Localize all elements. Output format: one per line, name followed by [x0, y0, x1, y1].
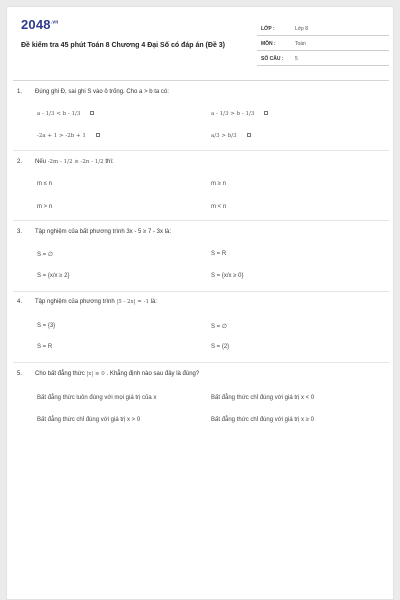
logo-suffix: .vn — [50, 19, 59, 26]
stem-suffix: thì: — [105, 159, 114, 165]
stem-suffix: là: — [150, 299, 157, 305]
meta-key: MÔN : — [261, 41, 276, 47]
question-stem: Tập nghiệm của bất phương trình 3x - 5 ≥ 7 - 3x là: — [35, 229, 171, 235]
logo-text: 2048 — [21, 17, 51, 32]
question-divider — [13, 291, 389, 292]
option-text: a/3 > b/3 — [211, 133, 237, 139]
question-2-option-a[interactable]: m ≤ n — [37, 181, 52, 187]
option-text: a - 1/3 > b - 1/3 — [211, 111, 255, 117]
stem-prefix: Nếu — [35, 159, 47, 165]
question-5-option-b[interactable]: Bất đẳng thức chỉ đúng với giá trị x < 0 — [211, 395, 315, 401]
question-3-option-d[interactable]: S = {x/x ≥ 0} — [211, 273, 244, 279]
question-5-option-d[interactable]: Bất đẳng thức chỉ đúng với giá trị x ≥ 0 — [211, 417, 314, 423]
option-text: a - 1/3 < b - 1/3 — [37, 111, 81, 117]
question-1-option-d — [211, 133, 251, 139]
stem-math: -2m - 1/2 ≥ -2n - 1/2 — [47, 159, 104, 165]
stem-prefix: Cho bất đẳng thức — [35, 371, 85, 377]
question-divider — [13, 362, 389, 363]
question-2-option-d[interactable]: m < n — [211, 204, 227, 210]
question-stem — [35, 159, 114, 165]
question-stem: Đúng ghi Đ, sai ghi S vào ô trống. Cho a > b ta có: — [35, 89, 169, 95]
meta-key: SỐ CÂU : — [261, 56, 284, 62]
answer-checkbox[interactable] — [247, 133, 251, 137]
question-number: 3. — [17, 229, 23, 235]
question-1-option-b — [211, 111, 268, 117]
header-divider — [13, 80, 389, 81]
stem-suffix: . Khẳng định nào sau đây là đúng? — [106, 371, 200, 377]
question-number: 2. — [17, 159, 23, 165]
question-2-option-c[interactable]: m > n — [37, 204, 53, 210]
question-number: 5. — [17, 371, 23, 377]
meta-row-count — [257, 51, 389, 66]
question-4-option-b[interactable]: S = ∅ — [211, 324, 228, 330]
document-sheet — [6, 6, 394, 600]
site-logo[interactable] — [21, 17, 59, 32]
question-1-option-a — [37, 111, 94, 117]
option-text: -2a + 1 > -2b + 1 — [37, 133, 86, 139]
question-5-option-a[interactable]: Bất đẳng thức luôn đúng với mọi giá trị của x — [37, 395, 157, 401]
question-3-option-c[interactable]: S = {x/x ≥ 2} — [37, 273, 70, 279]
page-header — [19, 15, 389, 77]
answer-checkbox[interactable] — [264, 111, 268, 115]
answer-checkbox[interactable] — [96, 133, 100, 137]
question-4-option-a[interactable]: S = {3} — [37, 323, 56, 329]
question-1-option-c — [37, 133, 100, 139]
question-stem — [35, 371, 199, 377]
question-3-option-a[interactable]: S = ∅ — [37, 252, 54, 258]
question-divider — [13, 220, 389, 221]
question-4-option-d[interactable]: S = {2} — [211, 344, 230, 350]
meta-row-subject — [257, 36, 389, 51]
meta-table — [257, 21, 389, 66]
question-number: 4. — [17, 299, 23, 305]
meta-value: Toán — [295, 41, 306, 47]
stem-math: |5 - 2x| = -1 — [116, 299, 149, 305]
question-3-option-b[interactable]: S = R — [211, 251, 227, 257]
question-divider — [13, 150, 389, 151]
question-2-option-b[interactable]: m ≥ n — [211, 181, 226, 187]
meta-value: 5 — [295, 56, 298, 62]
answer-checkbox[interactable] — [90, 111, 94, 115]
page-title: Đề kiểm tra 45 phút Toán 8 Chương 4 Đại Số có đáp án (Đề 3) — [21, 42, 226, 49]
question-4-option-c[interactable]: S = R — [37, 344, 53, 350]
question-5-option-c[interactable]: Bất đẳng thức chỉ đúng với giá trị x > 0 — [37, 417, 141, 423]
meta-key: LỚP : — [261, 26, 275, 32]
meta-row-class — [257, 21, 389, 36]
question-number: 1. — [17, 89, 23, 95]
question-stem — [35, 299, 157, 305]
stem-math: |x| ≥ 0 — [86, 371, 105, 377]
meta-value: Lớp 8 — [295, 26, 309, 32]
stem-prefix: Tập nghiệm của phương trình — [35, 299, 115, 305]
